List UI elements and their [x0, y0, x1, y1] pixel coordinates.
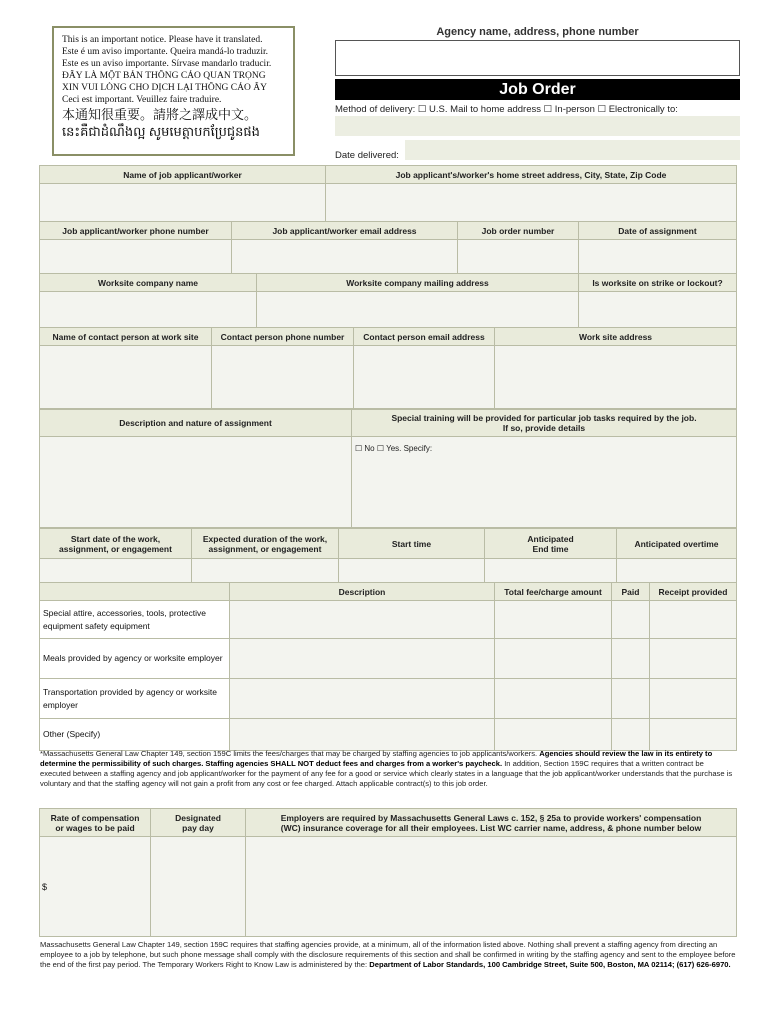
- fees-note-text: *Massachusetts General Law Chapter 149, section 159C limits the fees/charges that may be charged by staffing agencies to job applicants/workers.: [40, 749, 540, 758]
- header-fee-receipt: Receipt provided: [650, 583, 737, 601]
- date-delivered-label: Date delivered:: [335, 150, 399, 161]
- fees-law-note: [40, 749, 736, 789]
- table-row: [40, 639, 737, 679]
- fee-paid-field[interactable]: [612, 679, 650, 719]
- start-time-field[interactable]: [339, 559, 485, 583]
- special-training-checkboxes[interactable]: ☐ No ☐ Yes. Specify:: [355, 444, 433, 453]
- notice-line: Este es un aviso importante. Sírvase mandarlo traducir.: [62, 59, 272, 69]
- worksite-address-field[interactable]: [495, 346, 737, 409]
- contact-phone-field[interactable]: [212, 346, 354, 409]
- header-expected-duration: [192, 529, 339, 559]
- special-training-line1: Special training will be provided for particular job tasks required by the job.: [391, 413, 697, 423]
- header-job-order-number: Job order number: [458, 222, 579, 240]
- header-workers-comp: [246, 809, 737, 837]
- applicant-email-field[interactable]: [232, 240, 458, 274]
- date-of-assignment-field[interactable]: [579, 240, 737, 274]
- contact-name-field[interactable]: [40, 346, 212, 409]
- overtime-field[interactable]: [617, 559, 737, 583]
- notice-khmer: នេះគឺជាដំណឹងល្អ សូមមេត្តាបកប្រែជូនផង: [62, 124, 260, 139]
- start-date-line2: assignment, or engagement: [59, 543, 172, 554]
- rate-line1: Rate of compensation: [50, 812, 140, 823]
- schedule-table: [39, 528, 737, 583]
- pay-day-line2: pay day: [182, 822, 214, 833]
- fee-paid-field[interactable]: [612, 601, 650, 639]
- method-of-delivery[interactable]: Method of delivery: ☐ U.S. Mail to home address ☐ In-person ☐ Electronically to:: [335, 104, 678, 115]
- fee-description-field[interactable]: [230, 679, 495, 719]
- workers-comp-field[interactable]: [246, 837, 737, 937]
- duration-field[interactable]: [192, 559, 339, 583]
- duration-line1: Expected duration of the work,: [202, 533, 328, 544]
- agency-label: Agency name, address, phone number: [436, 26, 639, 38]
- end-time-field[interactable]: [485, 559, 617, 583]
- pay-day-field[interactable]: [151, 837, 246, 937]
- header-start-date: [40, 529, 192, 559]
- header-fee-paid: Paid: [612, 583, 650, 601]
- header-applicant-email: Job applicant/worker email address: [232, 222, 458, 240]
- header-date-of-assignment: Date of assignment: [579, 222, 737, 240]
- job-order-number-field[interactable]: [458, 240, 579, 274]
- fee-total-field[interactable]: [495, 719, 612, 751]
- dollar-sign: $: [42, 881, 48, 892]
- footer-note-text: Massachusetts General Law Chapter 149, section 159C requires that staffing agencies provide, at a minimum, all of the information listed above. Nothing shall prevent a staffing agency from directing an employee to a job by telephone, but such phone message shall comply with the disclosure requirements of this section and shall be confirmed in writing by the staffing agency and sent to the employee before the end of the first pay period. The Temporary Workers Right to Know Law is administered by the:: [40, 940, 736, 969]
- header-description-assignment: Description and nature of assignment: [40, 410, 352, 437]
- table-row: [40, 679, 737, 719]
- assignment-table: [39, 409, 737, 528]
- description-assignment-field[interactable]: [40, 437, 352, 528]
- start-date-field[interactable]: [40, 559, 192, 583]
- header-end-time: [485, 529, 617, 559]
- header-fees-blank: [40, 583, 230, 601]
- notice-line: Este é um aviso importante. Queira mandá-lo traduzir.: [62, 47, 269, 57]
- header-applicant-name: Name of job applicant/worker: [40, 166, 326, 184]
- workers-comp-line2: (WC) insurance coverage for all their employees. List WC carrier name, address, & phone number below: [280, 822, 702, 833]
- special-training-field[interactable]: [352, 437, 737, 528]
- page-title: Job Order: [335, 79, 740, 100]
- fee-receipt-field[interactable]: [650, 639, 737, 679]
- header-pay-day: [151, 809, 246, 837]
- notice-line: XIN VUI LÒNG CHO DỊCH LẠI THÔNG CÁO ẤY: [62, 83, 267, 93]
- translation-notice: [52, 26, 295, 156]
- header-fee-description: Description: [230, 583, 495, 601]
- delivery-field[interactable]: [335, 116, 740, 136]
- workers-comp-line1: Employers are required by Massachusetts General Laws c. 152, § 25a to provide workers' compensation: [280, 812, 702, 823]
- special-training-line2: If so, provide details: [502, 423, 586, 433]
- fees-note-bold: Agencies should review the law in its entirety to determine the permissibility of such charges. Staffing agencies SHALL NOT deduct fees and charges from a worker's paycheck.: [40, 749, 713, 768]
- worksite-table: [39, 273, 737, 328]
- duration-line2: assignment, or engagement: [208, 543, 322, 554]
- fee-label-attire: Special attire, accessories, tools, protective equipment safety equipment: [40, 601, 230, 639]
- end-time-line1: Anticipated: [527, 533, 574, 544]
- compensation-table: [39, 808, 737, 937]
- fee-total-field[interactable]: [495, 679, 612, 719]
- notice-line: This is an important notice. Please have it translated.: [62, 35, 263, 45]
- fee-receipt-field[interactable]: [650, 601, 737, 639]
- fee-paid-field[interactable]: [612, 639, 650, 679]
- fee-description-field[interactable]: [230, 719, 495, 751]
- worksite-mailing-field[interactable]: [257, 292, 579, 328]
- notice-chinese: 本通知很重要。請將之譯成中文。: [62, 107, 258, 122]
- footer-law-note: [40, 940, 736, 970]
- table-row: [40, 719, 737, 751]
- applicant-name-field[interactable]: [40, 184, 326, 222]
- fee-paid-field[interactable]: [612, 719, 650, 751]
- header-special-training: [352, 410, 737, 437]
- pay-day-line1: Designated: [175, 812, 221, 823]
- rate-of-compensation-field[interactable]: [40, 837, 151, 937]
- fee-description-field[interactable]: [230, 639, 495, 679]
- rate-line2: or wages to be paid: [55, 822, 135, 833]
- fee-label-other: Other (Specify): [40, 719, 230, 751]
- worksite-contact-table: [39, 327, 737, 409]
- header-rate-of-compensation: [40, 809, 151, 837]
- header-worksite-company: Worksite company name: [40, 274, 257, 292]
- header-start-time: Start time: [339, 529, 485, 559]
- header-worksite-mailing: Worksite company mailing address: [257, 274, 579, 292]
- date-delivered-field[interactable]: [405, 140, 740, 160]
- contact-table: [39, 221, 737, 274]
- header-applicant-phone: Job applicant/worker phone number: [40, 222, 232, 240]
- fees-table: [39, 582, 737, 751]
- applicant-table: [39, 165, 737, 222]
- fee-description-field[interactable]: [230, 601, 495, 639]
- table-row: [40, 601, 737, 639]
- fee-receipt-field[interactable]: [650, 679, 737, 719]
- header-fee-total: Total fee/charge amount: [495, 583, 612, 601]
- notice-line: ĐÂY LÀ MỘT BẢN THÔNG CÁO QUAN TRỌNG: [62, 71, 266, 81]
- fees-note-text2: In addition, Section 159C requires that a written contract be executed between a staffing agency and job applicant/worker for the payment of any fee for a good or service which clearly states in a language that the job applicant/worker understands that the purchase is voluntary and that the staffing agency will not gain a profit from any cost or fee charged. Attach applicable contract(s) to this job order.: [40, 759, 733, 788]
- worksite-company-field[interactable]: [40, 292, 257, 328]
- fee-label-meals: Meals provided by agency or worksite employer: [40, 639, 230, 679]
- end-time-line2: End time: [532, 543, 569, 554]
- start-date-line1: Start date of the work,: [70, 533, 161, 544]
- header-contact-email: Contact person email address: [354, 328, 495, 346]
- notice-line: Ceci est important. Veuillez faire traduire.: [62, 95, 222, 105]
- applicant-phone-field[interactable]: [40, 240, 232, 274]
- home-address-field[interactable]: [326, 184, 737, 222]
- header-strike-lockout: Is worksite on strike or lockout?: [579, 274, 737, 292]
- header-contact-name: Name of contact person at work site: [40, 328, 212, 346]
- fee-total-field[interactable]: [495, 601, 612, 639]
- header-overtime: Anticipated overtime: [617, 529, 737, 559]
- strike-lockout-field[interactable]: [579, 292, 737, 328]
- agency-field[interactable]: [335, 40, 740, 76]
- fee-receipt-field[interactable]: [650, 719, 737, 751]
- header-worksite-address: Work site address: [495, 328, 737, 346]
- fee-total-field[interactable]: [495, 639, 612, 679]
- header-contact-phone: Contact person phone number: [212, 328, 354, 346]
- header-home-address: Job applicant's/worker's home street address, City, State, Zip Code: [326, 166, 737, 184]
- footer-note-bold: Department of Labor Standards, 100 Cambridge Street, Suite 500, Boston, MA 02114; (617) 626-6970.: [369, 960, 731, 969]
- contact-email-field[interactable]: [354, 346, 495, 409]
- fee-label-transportation: Transportation provided by agency or worksite employer: [40, 679, 230, 719]
